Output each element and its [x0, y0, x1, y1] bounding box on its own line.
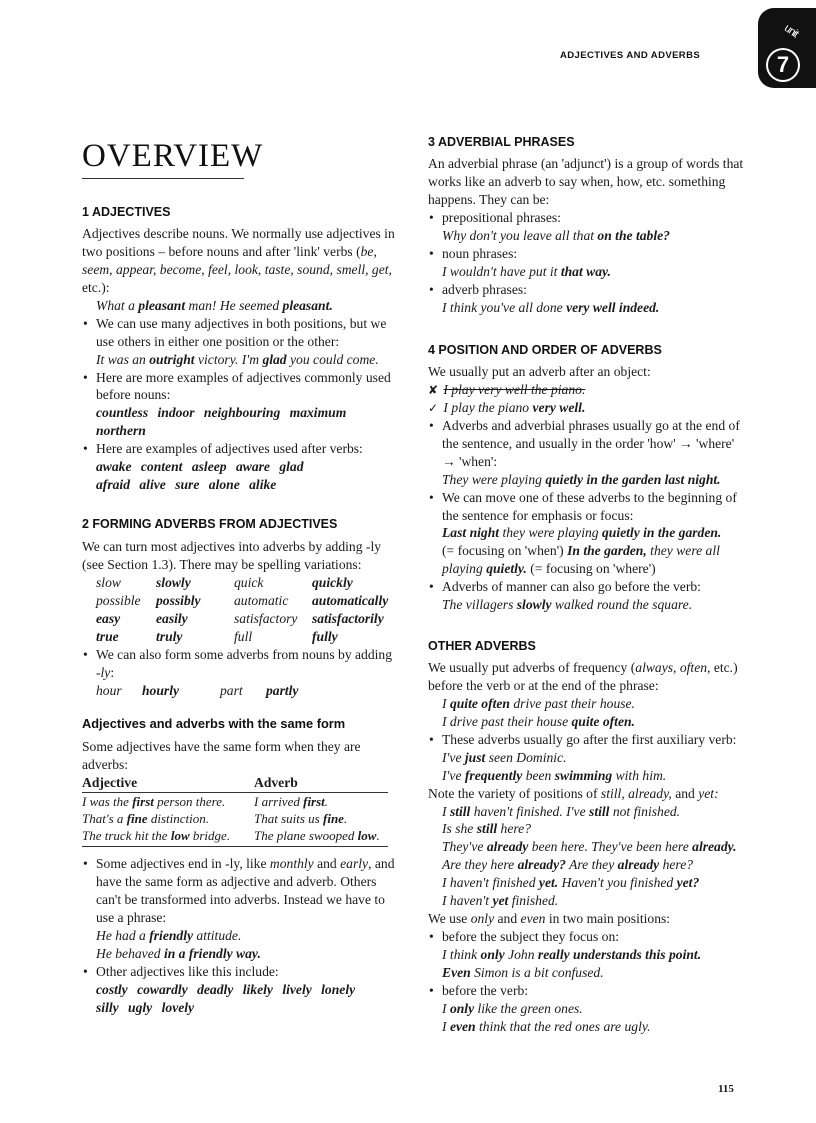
table-cell: That suits us fine. — [254, 810, 348, 826]
pair-cell: possibly — [156, 592, 201, 608]
other-adverbs-heading: OTHER ADVERBS — [428, 639, 536, 653]
s3-bullet-1: • Some adjectives end in -ly, like monthly and early, and have the same form as adjective and adverb. Others can't be transformed into adverbs. Instead we have to use a phrase: He had a friendly attitude. He behaved in a friendly way. — [82, 855, 396, 963]
pair-cell: slow — [96, 574, 121, 590]
table-row — [82, 827, 388, 847]
table-row — [82, 792, 388, 810]
table-cell: That's a fine distinction. — [82, 810, 210, 826]
r2-bullet-3: • Adverbs of manner can also go before the verb: The villagers slowly walked round the square. — [428, 578, 750, 614]
pair-cell: possible — [96, 592, 141, 608]
same-form-table — [82, 774, 388, 847]
section-2-body — [82, 538, 396, 699]
r2-bullet-1: • Adverbs and adverbial phrases usually go at the end of the sentence, and usually in the order 'how' → 'where' → 'when': They were playing quietly in the garden last night. — [428, 417, 750, 489]
section-3-adverbial-heading: 3 ADVERBIAL PHRASES — [428, 135, 575, 149]
pair-cell: automatically — [312, 592, 389, 608]
pair-cell: fully — [312, 628, 338, 644]
noun-adverb-row: hour hourly part partly — [96, 682, 299, 698]
page-number: 115 — [718, 1083, 734, 1095]
pair-cell: quick — [234, 574, 264, 590]
s3-bullet-2: • Other adjectives like this include: costly cowardly deadly likely lively lonely silly ugly lovely — [82, 963, 396, 1017]
s2-intro: We can turn most adjectives into adverbs by adding -ly (see Section 1.3). There may be spelling variations: — [82, 539, 382, 572]
s1-bullet-1: • We can use many adjectives in both positions, but we use others in either one position or the other: It was an outright victory. I'm glad you could come. — [82, 315, 396, 369]
r2-bullet-2: • We can move one of these adverbs to the beginning of the sentence for emphasis or focus: Last night they were playing quietly in the garden. (= focusing on 'when') In the garden, they were all playing quietly. (= focusing on 'where') — [428, 489, 750, 579]
pair-cell: satisfactory — [234, 610, 298, 626]
section-3-body — [82, 738, 396, 1017]
wrong-example: ✘ I play very well the piano. — [428, 381, 586, 397]
unit-number: 7 — [766, 48, 800, 82]
pair-cell: easy — [96, 610, 121, 626]
section-3-heading: Adjectives and adverbs with the same form — [82, 716, 346, 731]
r3-bullet-2: • before the subject they focus on: I think only John really understands this point. Even Simon is a bit confused. — [428, 928, 750, 982]
pair-cell: full — [234, 628, 253, 644]
right-example: ✓ I play the piano very well. — [428, 399, 586, 415]
title-underline — [82, 178, 244, 179]
pair-cell: slowly — [156, 574, 191, 590]
section-2-heading: 2 FORMING ADVERBS FROM ADJECTIVES — [82, 517, 338, 531]
pair-cell: easily — [156, 610, 188, 626]
s3-intro: Some adjectives have the same form when they are adverbs: — [82, 739, 361, 772]
position-order-body: We usually put an adverb after an object: ✘ I play very well the piano. ✓ I play the piano very well. • Adverbs and adverbial phrases usually go at the end of the sentence, and usually in the order 'how' → 'where' → 'when': They were playing quietly in the garden last night. • We can move one of these adverbs to the beginning of the sentence for emphasis or focus: Last night they were playing quietly in the garden. (= focusing on 'when') In the garden, they were all playing quietly. (= focusing on 'where') • Adverbs of manner can also go before the verb: The villagers slowly walked round the square. — [428, 363, 750, 614]
pair-cell: quickly — [312, 574, 353, 590]
col-adverb: Adverb — [254, 774, 388, 792]
table-cell: I was the first person there. — [82, 793, 226, 809]
s1-intro: Adjectives describe nouns. We normally use adjectives in two positions – before nouns and after 'link' verbs (be, seem, appear, become, feel, look, taste, sound, smell, get, etc.): — [82, 226, 395, 295]
unit-tab — [758, 8, 816, 88]
check-icon: ✓ — [428, 400, 439, 415]
s1-bullet-2: • Here are more examples of adjectives commonly used before nouns: countless indoor neighbouring maximum northern — [82, 369, 396, 441]
pair-cell: true — [96, 628, 119, 644]
table-cell: The truck hit the low bridge. — [82, 827, 254, 847]
pair-cell: truly — [156, 628, 183, 644]
section-1-body — [82, 225, 396, 494]
s2-bullet-1: • We can also form some adverbs from nouns by adding -ly: hour hourly part partly — [82, 646, 396, 700]
unit-word: unit — [781, 22, 801, 40]
s1-example: What a pleasant man! He seemed pleasant. — [96, 297, 333, 313]
r3-bullet-3: • before the verb: I only like the green ones. I even think that the red ones are ugly. — [428, 982, 750, 1036]
table-cell: The plane swooped low. — [254, 827, 388, 847]
col-adjective: Adjective — [82, 774, 254, 792]
page-title: OVERVIEW — [82, 138, 264, 174]
pair-cell: satisfactorily — [312, 610, 384, 626]
adverbial-phrases-body: An adverbial phrase (an 'adjunct') is a group of words that works like an adverb to say when, how, etc. something happens. They can be: • prepositional phrases: Why don't you leave all that on the table? • noun phrases: I wouldn't have put it that way. • adverb phrases: I think you've all done very well indeed. — [428, 155, 750, 316]
section-1-heading: 1 ADJECTIVES — [82, 205, 171, 219]
table-cell: I arrived first. — [254, 793, 329, 809]
running-header: ADJECTIVES AND ADVERBS — [560, 50, 701, 61]
section-4-heading: 4 POSITION AND ORDER OF ADVERBS — [428, 343, 662, 357]
r3-bullet-1: • These adverbs usually go after the first auxiliary verb: I've just seen Dominic. I've frequently been swimming with him. — [428, 731, 750, 785]
other-adverbs-body: We usually put adverbs of frequency (always, often, etc.) before the verb or at the end of the phrase: I quite often drive past their house. I drive past their house quite often. • These adverbs usually go after the first auxiliary verb: I've just seen Dominic. I've frequently been swimming with him. Note the variety of positions of still, already, and yet: I still haven't finished. I've still not finished. Is she still here? They've already been here. They've been here already. Are they here already? Are they already here? I haven't finished yet. Haven't you finished yet? I haven't yet finished. We use only and even in two main positions: • before the subject they focus on: I think only John really understands this point. Even Simon is a bit confused. • before the verb: I only like the green ones. I even think that the red ones are ugly. — [428, 659, 750, 1036]
r1-bullet-3: • adverb phrases: I think you've all done very well indeed. — [428, 281, 750, 317]
table-row — [82, 810, 388, 827]
cross-icon: ✘ — [428, 382, 439, 397]
s1-bullet-3: • Here are examples of adjectives used after verbs: awake content asleep aware glad afraid alive sure alone alike — [82, 440, 396, 494]
adverb-pairs-grid — [82, 574, 396, 646]
pair-cell: automatic — [234, 592, 289, 608]
r1-bullet-1: • prepositional phrases: Why don't you leave all that on the table? — [428, 209, 750, 245]
r1-bullet-2: • noun phrases: I wouldn't have put it that way. — [428, 245, 750, 281]
